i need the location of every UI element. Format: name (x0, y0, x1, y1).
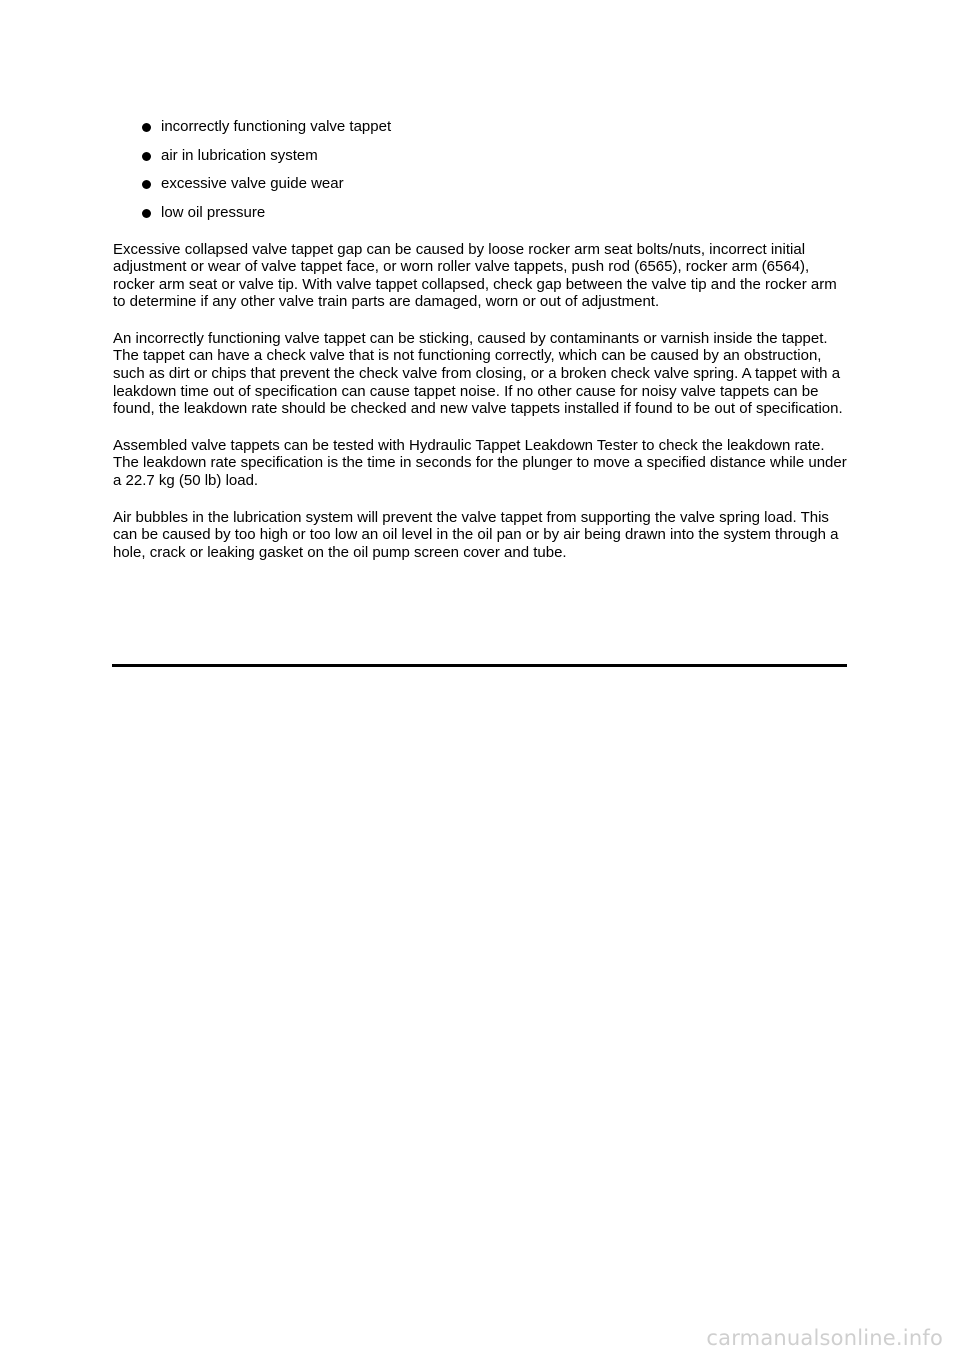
bullet-icon (142, 209, 151, 218)
list-item (113, 175, 853, 192)
page-content (113, 118, 853, 561)
list-item (113, 204, 853, 221)
cause-bullet-list (113, 118, 853, 221)
list-item-text: air in lubrication system (161, 146, 318, 164)
list-item-text: low oil pressure (161, 203, 266, 221)
list-item (113, 118, 853, 135)
list-item-text: excessive valve guide wear (161, 175, 344, 192)
paragraph-collapsed-gap: Excessive collapsed valve tappet gap can be caused by loose rocker arm seat bolts/nuts, incorrect initial adjustment or wear of valve tappet face, or worn roller valve tappets, push rod (6565), rocker arm (6564), rocker arm seat or valve tip. With valve tappet collapsed, check gap between the valve tip and the rocker arm to determine if any other valve train parts are damaged, worn or out of adjustment. (113, 240, 837, 311)
bullet-icon (142, 180, 151, 189)
list-item-text: incorrectly functioning valve tappet (161, 118, 392, 135)
bullet-icon (142, 123, 151, 132)
bullet-icon (142, 152, 151, 161)
watermark: carmanualsonline.info (706, 1326, 943, 1350)
section-divider (112, 664, 847, 667)
paragraph-leakdown-test: Assembled valve tappets can be tested with Hydraulic Tappet Leakdown Tester to check the leakdown rate. The leakdown rate specification is the time in seconds for the plunger to move a specified distance while under a 22.7 kg (50 lb) load. (113, 436, 847, 490)
paragraph-air-bubbles: Air bubbles in the lubrication system will prevent the valve tappet from supporting the valve spring load. This can be caused by too high or too low an oil level in the oil pan or by air being drawn into the system through a hole, crack or leaking gasket on the oil pump screen cover and tube. (113, 508, 839, 561)
paragraph-incorrect-tappet: An incorrectly functioning valve tappet can be sticking, caused by contaminants or varnish inside the tappet. The tappet can have a check valve that is not functioning correctly, which can be caused by an obstruction, such as dirt or chips that prevent the check valve from closing, or a broken check valve spring. A tappet with a leakdown time out of specification can cause tappet noise. If no other cause for noisy valve tappets can be found, the leakdown rate should be checked and new valve tappets installed if found to be out of specification. (113, 329, 843, 418)
list-item (113, 147, 853, 164)
